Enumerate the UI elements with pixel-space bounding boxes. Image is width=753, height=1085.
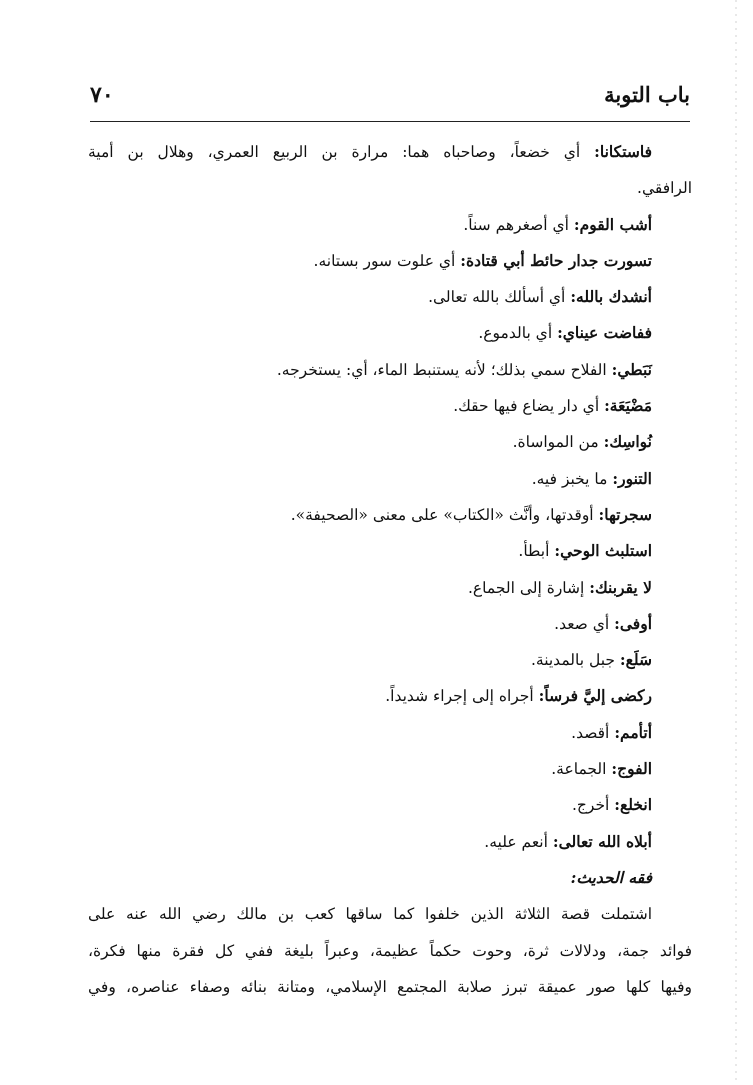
glossary-term: استلبث الوحي: — [554, 541, 652, 561]
glossary-term: أنشدك بالله: — [570, 287, 652, 307]
glossary-term: انخلع: — [614, 795, 652, 815]
glossary-definition: أوقدتها، وأنَّث «الكتاب» على معنى «الصحيفة». — [290, 505, 594, 524]
page-header — [90, 82, 690, 116]
glossary-entry — [88, 279, 692, 315]
page-body — [88, 134, 692, 1005]
glossary-entry — [88, 424, 692, 460]
glossary-term: أبلاه الله تعالى: — [552, 831, 652, 851]
glossary-entry — [88, 207, 692, 243]
glossary-definition: إشارة إلى الجماع. — [468, 578, 585, 597]
glossary-entry — [88, 533, 692, 569]
glossary-definition: أخرج. — [571, 796, 610, 815]
glossary-entry — [88, 642, 692, 678]
page-number: ٧٠ — [90, 82, 114, 108]
glossary-definition: أبطأ. — [518, 542, 550, 561]
glossary-definition: أي دار يضاع فيها حقك. — [453, 397, 600, 416]
glossary-term: نُواسِك: — [603, 432, 652, 452]
glossary-term: سجرتها: — [598, 504, 652, 524]
glossary-definition: الجماعة. — [551, 760, 607, 779]
glossary-definition: أي علوت سور بستانه. — [313, 251, 456, 270]
glossary-entry — [88, 461, 692, 497]
glossary-definition: أي بالدموع. — [478, 324, 553, 343]
glossary-entry — [88, 824, 692, 860]
glossary-definition: أنعم عليه. — [484, 832, 548, 851]
glossary-term: تسورت جدار حائط أبي قتادة: — [460, 250, 652, 270]
scan-edge-mark — [735, 0, 737, 1085]
glossary-entry — [88, 497, 692, 533]
glossary-term: فاستكانا: — [594, 142, 652, 161]
glossary-entry — [88, 678, 692, 714]
glossary-definition: أجراه إلى إجراء شديداً. — [385, 687, 534, 706]
glossary-definition: أي أسألك بالله تعالى. — [428, 288, 566, 307]
glossary-definition: جبل بالمدينة. — [530, 651, 615, 670]
intro-continuation: الرافقي. — [637, 179, 692, 198]
paragraph-line: وفيها كلها صور عميقة تبرز صلابة المجتمع الإسلامي، ومتانة بنائه وصفاء عناصره، وفي — [88, 977, 692, 996]
glossary-entry — [88, 570, 692, 606]
glossary-term: أوفى: — [614, 613, 652, 633]
glossary-term: ففاضت عيناي: — [557, 323, 652, 343]
glossary-term: سَلَع: — [619, 650, 652, 670]
glossary-definition: من المواساة. — [512, 433, 599, 452]
glossary-definition: أي خضعاً، وصاحباه هما: مرارة بن الربيع العمري، وهلال بن أمية — [88, 143, 581, 161]
intro-line — [88, 134, 692, 170]
glossary-definition: أي أصغرهم سناً. — [463, 215, 569, 234]
glossary-term: مَضْيَعَة: — [604, 396, 652, 416]
glossary-entry — [88, 352, 692, 388]
section-heading: فقه الحديث: — [570, 867, 652, 887]
glossary-term: التنور: — [612, 468, 652, 488]
glossary-term: لا يقربنك: — [589, 577, 652, 597]
glossary-definition: أقصد. — [571, 723, 610, 742]
glossary-definition: الفلاح سمي بذلك؛ لأنه يستنبط الماء، أي: يستخرجه. — [276, 360, 607, 379]
header-divider — [90, 121, 690, 122]
glossary-definition: ما يخبز فيه. — [531, 469, 608, 488]
glossary-term: الفوج: — [611, 759, 652, 779]
paragraph-line: فوائد جمة، ودلالات ثرة، وحوت حكماً عظيمة، وعبراً بليغة ففي كل فقرة منها فكرة، — [88, 941, 692, 960]
glossary-term: أتأمم: — [614, 722, 652, 742]
glossary-entry — [88, 243, 692, 279]
chapter-title: باب التوبة — [604, 82, 690, 107]
glossary-term: نَبَطي: — [611, 359, 652, 379]
glossary-entry — [88, 751, 692, 787]
glossary-entry — [88, 606, 692, 642]
glossary-entry — [88, 787, 692, 823]
glossary-term: أشب القوم: — [573, 214, 652, 234]
glossary-term: ركضى إليَّ فرساً: — [538, 686, 652, 706]
paragraph-line: اشتملت قصة الثلاثة الذين خلفوا كما ساقها كعب بن مالك رضي الله عنه على — [88, 905, 652, 924]
glossary-definition: أي صعد. — [554, 614, 610, 633]
glossary-entry — [88, 388, 692, 424]
glossary-entry — [88, 315, 692, 351]
glossary-entry — [88, 715, 692, 751]
